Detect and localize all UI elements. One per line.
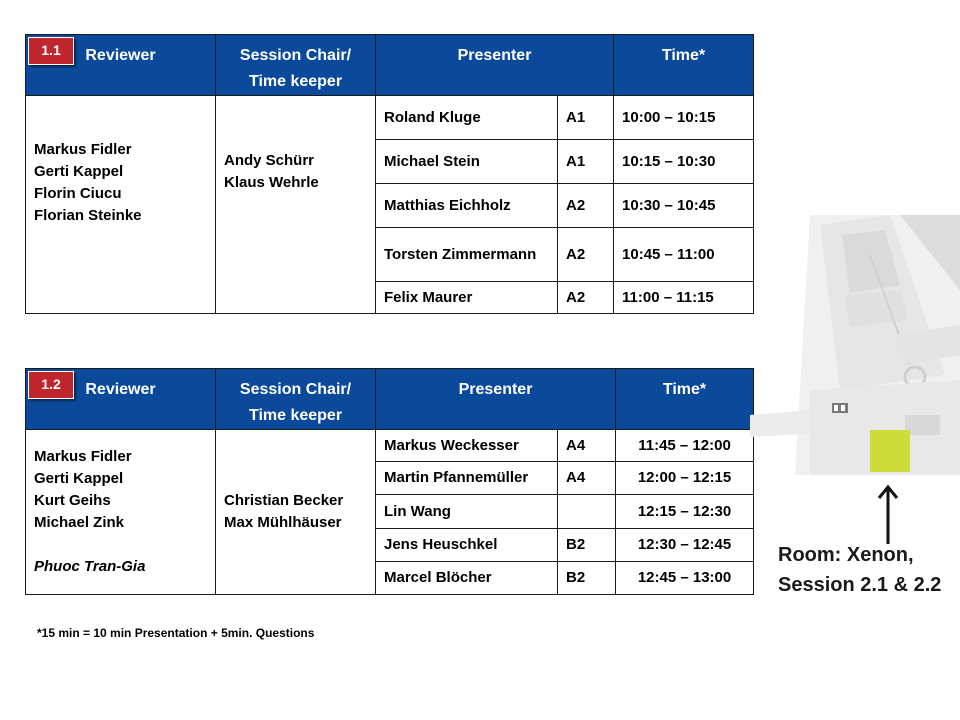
chair-name: Max Mühlhäuser — [224, 514, 342, 531]
reviewer-name: Gerti Kappel — [34, 470, 124, 487]
presenter-name: Roland Kluge — [376, 96, 558, 140]
presenter-name: Jens Heuschkel — [376, 529, 558, 562]
reviewer-header — [26, 369, 216, 430]
chairs-cell — [216, 430, 376, 595]
floor-plan-map — [750, 215, 960, 475]
presenter-header: Presenter — [376, 369, 616, 430]
reviewer-name: Markus Fidler — [34, 448, 132, 465]
presenter-name: Lin Wang — [376, 495, 558, 529]
time-slot: 11:45 – 12:00 — [616, 430, 754, 462]
presentation-code: B2 — [558, 562, 616, 595]
time-slot: 10:45 – 11:00 — [614, 228, 754, 282]
time-slot: 11:00 – 11:15 — [614, 282, 754, 314]
session-badge: 1.2 — [28, 371, 74, 399]
reviewer-name: Florian Steinke — [34, 206, 142, 224]
session-chair-header — [216, 35, 376, 96]
presenter-header: Presenter — [376, 35, 614, 96]
reviewer-header-label: Reviewer — [85, 381, 156, 398]
chair-header-line2: Time keeper — [248, 73, 343, 90]
chair-name: Klaus Wehrle — [224, 173, 319, 191]
chair-name: Christian Becker — [224, 492, 344, 509]
presenter-name: Felix Maurer — [376, 282, 558, 314]
time-slot: 10:30 – 10:45 — [614, 184, 754, 228]
presenter-name: Torsten Zimmermann — [376, 228, 558, 282]
arrow-up-icon — [876, 484, 900, 546]
reviewer-name: Kurt Geihs — [34, 492, 111, 509]
presentation-code: A4 — [558, 462, 616, 495]
chair-header-line1: Session Chair/ — [239, 47, 352, 64]
session-table-1-1 — [25, 34, 754, 314]
presentation-code: A1 — [558, 96, 614, 140]
presentation-code: A2 — [558, 184, 614, 228]
reviewer-name: Gerti Kappel — [34, 162, 124, 180]
room-line1: Room: Xenon, — [778, 544, 914, 566]
time-slot: 12:15 – 12:30 — [616, 495, 754, 529]
chairs-cell — [216, 96, 376, 314]
presentation-code: A2 — [558, 228, 614, 282]
session-chair-header — [216, 369, 376, 430]
room-label — [778, 540, 941, 600]
time-header: Time* — [616, 369, 754, 430]
reviewers-cell — [26, 96, 216, 314]
chair-header-line1: Session Chair/ — [239, 381, 352, 398]
presenter-name: Marcel Blöcher — [376, 562, 558, 595]
time-slot: 12:00 – 12:15 — [616, 462, 754, 495]
room-highlight — [870, 430, 910, 472]
presenter-name: Markus Weckesser — [376, 430, 558, 462]
time-header: Time* — [614, 35, 754, 96]
time-slot: 10:15 – 10:30 — [614, 140, 754, 184]
session-table-1-2 — [25, 368, 754, 595]
reviewer-name: Michael Zink — [34, 514, 125, 531]
time-slot: 12:30 – 12:45 — [616, 529, 754, 562]
reviewer-name-extra: Phuoc Tran-Gia — [34, 558, 146, 575]
chair-header-line2: Time keeper — [248, 407, 343, 424]
presentation-code — [558, 495, 616, 529]
presenter-name: Matthias Eichholz — [376, 184, 558, 228]
time-slot: 12:45 – 13:00 — [616, 562, 754, 595]
presenter-name: Michael Stein — [376, 140, 558, 184]
presentation-code: A1 — [558, 140, 614, 184]
footnote: *15 min = 10 min Presentation + 5min. Questions — [37, 626, 315, 640]
presentation-code: A4 — [558, 430, 616, 462]
time-slot: 10:00 – 10:15 — [614, 96, 754, 140]
chair-name: Andy Schürr — [224, 151, 315, 169]
reviewer-header — [26, 35, 216, 96]
presentation-code: A2 — [558, 282, 614, 314]
presenter-name: Martin Pfannemüller — [376, 462, 558, 495]
reviewer-name: Markus Fidler — [34, 140, 132, 158]
reviewer-header-label: Reviewer — [85, 47, 156, 64]
reviewer-name: Florin Ciucu — [34, 184, 122, 202]
session-badge: 1.1 — [28, 37, 74, 65]
presentation-code: B2 — [558, 529, 616, 562]
room-line2: Session 2.1 & 2.2 — [778, 574, 942, 596]
reviewers-cell — [26, 430, 216, 595]
